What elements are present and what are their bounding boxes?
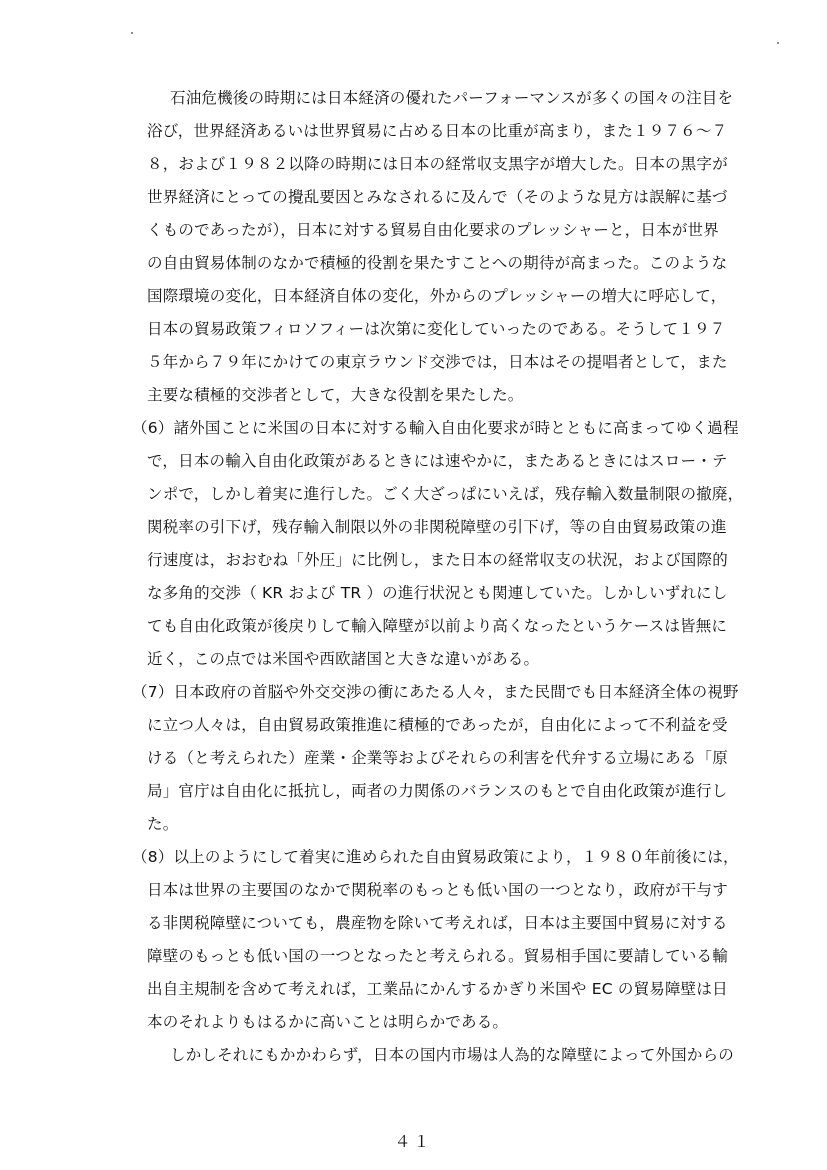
text-line: 本のそれよりもはるかに高いことは明らかである。 xyxy=(147,1013,509,1031)
text-line: に立つ人々は，自由貿易政策推進に積極的であったが，自由化によって不利益を受 xyxy=(147,716,728,734)
text-line: 近く，この点では米国や西欧諸国と大きな違いがある。 xyxy=(147,650,540,668)
text-line: ５年から７９年にかけての東京ラウンド交渉では，日本はその提唱者として，また xyxy=(147,353,728,371)
text-line: ける（と考えられた）産業・企業等およびそれらの利害を代弁する立場にある「原 xyxy=(147,749,728,767)
text-line: の自由貿易体制のなかで積極的役割を果たすことへの期待が高まった。このような xyxy=(147,254,728,272)
text-line: 石油危機後の時期には日本経済の優れたパーフォーマンスが多くの国々の注目を xyxy=(170,89,734,107)
text-line: ても自由化政策が後戻りして輸入障壁が以前より高くなったというケースは皆無に xyxy=(147,617,728,635)
text-line: 関税率の引下げ，残存輸入制限以外の非関税障壁の引下げ，等の自由貿易政策の進 xyxy=(147,518,727,536)
text-line: 日本の貿易政策フィロソフィーは次第に変化していったのである。そうして１９７ xyxy=(147,320,726,338)
text-line: くものであったが），日本に対する貿易自由化要求のプレッシャーと，日本が世界 xyxy=(147,221,719,239)
scan-speck xyxy=(131,32,133,34)
text-line: ンポで，しかし着実に進行した。ごく大ざっぱにいえば，残存輸入数量制限の撤廃， xyxy=(147,485,744,503)
text-line: な多角的交渉（ KR および TR ）の進行状況とも関連していた。しかしいずれにし xyxy=(147,584,728,602)
text-line: 世界経済にとっての攪乱要因とみなされるに及んで（そのような見方は誤解に基づ xyxy=(147,188,728,206)
text-line: （7）日本政府の首脳や外交交渉の衝にあたる人々，また民間でも日本経済全体の視野 xyxy=(132,683,739,701)
text-line: 国際環境の変化，日本経済自体の変化，外からのプレッシャーの増大に呼応して， xyxy=(147,287,727,305)
text-line: 障壁のもっとも低い国の一つとなったと考えられる。貿易相手国に要請している輸 xyxy=(147,947,728,965)
text-line: 浴び，世界経済あるいは世界貿易に占める日本の比重が高まり，また１９７６～７ xyxy=(147,122,728,140)
text-line: （6）諸外国ことに米国の日本に対する輸入自由化要求が時とともに高まってゆく過程 xyxy=(132,419,739,437)
text-line: 行速度は，おおむね「外圧」に比例し，また日本の経常収支の状況，および国際的 xyxy=(147,551,728,569)
text-line: で，日本の輸入自由化政策があるときには速やかに，またあるときにはスロー・テ xyxy=(147,452,728,470)
text-line: （8）以上のようにして着実に進められた自由貿易政策により，１９８０年前後には， xyxy=(132,848,739,866)
page-number: ４１ xyxy=(394,1132,433,1151)
text-line: 出自主規制を含めて考えれば，工業品にかんするかぎり米国や EC の貿易障壁は日 xyxy=(147,980,728,998)
text-line: ８，および１９８２以降の時期には日本の経常収支黒字が増大した。日本の黒字が xyxy=(147,155,728,173)
text-line: る非関税障壁についても，農産物を除いて考えれば，日本は主要国中貿易に対する xyxy=(147,914,728,932)
text-line: 局」官庁は自由化に抵抗し，両者の力関係のバランスのもとで自由化政策が進行し xyxy=(147,782,728,800)
text-line: 日本は世界の主要国のなかで関税率のもっとも低い国の一つとなり，政府が干与す xyxy=(147,881,728,899)
text-line: しかしそれにもかかわらず，日本の国内市場は人為的な障壁によって外国からの xyxy=(170,1046,734,1064)
text-line: た。 xyxy=(147,815,179,833)
text-line: 主要な積極的交渉者として，大きな役割を果たした。 xyxy=(147,386,524,404)
scan-speck xyxy=(777,42,779,44)
